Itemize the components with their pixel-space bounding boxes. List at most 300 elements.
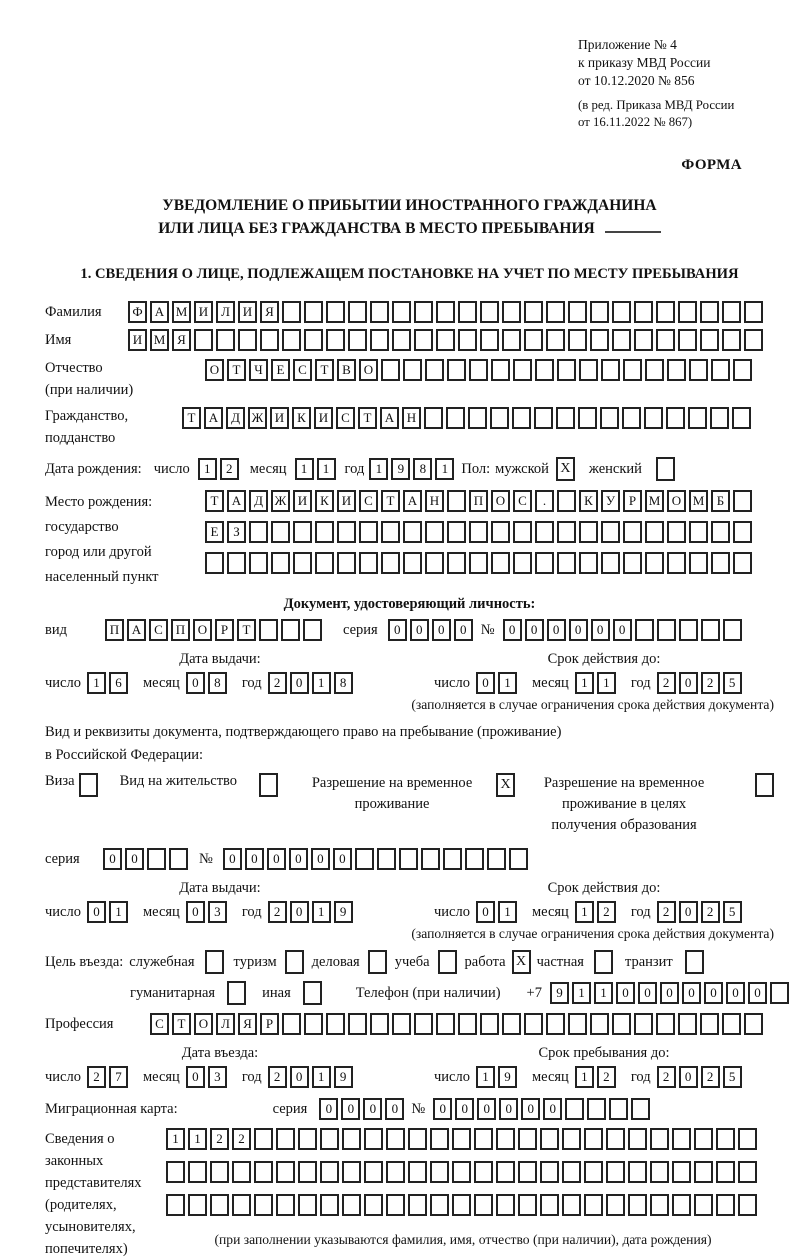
char-box: [490, 407, 509, 429]
char-box: [535, 521, 554, 543]
char-box: [694, 1194, 713, 1216]
char-box: [535, 552, 554, 574]
residence-number-boxes: [223, 848, 531, 870]
char-box: Р: [215, 619, 234, 641]
char-box: 1: [312, 901, 331, 923]
purpose-official-checkbox: [205, 950, 224, 974]
char-box: [386, 1161, 405, 1183]
char-box: 1: [166, 1128, 185, 1150]
char-box: [337, 521, 356, 543]
doc-series-label: серия: [343, 621, 378, 638]
migration-series-boxes: [319, 1098, 407, 1120]
char-box: Д: [249, 490, 268, 512]
char-box: [738, 1194, 757, 1216]
char-box: .: [535, 490, 554, 512]
char-box: [590, 1013, 609, 1035]
char-box: 2: [701, 672, 720, 694]
char-box: М: [150, 329, 169, 351]
char-box: 0: [290, 901, 309, 923]
char-box: 0: [525, 619, 544, 641]
representatives-note: (при заполнении указываются фамилия, имя, отчество (при наличии), дата рождения): [214, 1232, 712, 1247]
char-box: М: [645, 490, 664, 512]
char-box: [487, 848, 506, 870]
char-box: [386, 1194, 405, 1216]
birth-date-row: [45, 457, 774, 481]
char-box: [293, 521, 312, 543]
char-box: [188, 1161, 207, 1183]
char-box: [424, 407, 443, 429]
char-box: [678, 329, 697, 351]
char-box: [447, 359, 466, 381]
sex-male-checkbox: X: [556, 457, 575, 481]
birth-month-boxes: [295, 458, 339, 480]
char-box: [645, 521, 664, 543]
char-box: [447, 521, 466, 543]
char-box: 0: [333, 848, 352, 870]
char-box: [430, 1194, 449, 1216]
char-box: 0: [319, 1098, 338, 1120]
char-box: [513, 521, 532, 543]
char-box: [634, 1013, 653, 1035]
char-box: [540, 1128, 559, 1150]
char-box: [392, 301, 411, 323]
char-box: 2: [232, 1128, 251, 1150]
char-box: Т: [381, 490, 400, 512]
char-box: [282, 301, 301, 323]
char-box: [694, 1128, 713, 1150]
char-box: [342, 1194, 361, 1216]
char-box: А: [227, 490, 246, 512]
char-box: [480, 329, 499, 351]
char-box: Т: [358, 407, 377, 429]
char-box: 1: [575, 672, 594, 694]
form-title-line2: ИЛИ ЛИЦА БЕЗ ГРАЖДАНСТВА В МЕСТО ПРЕБЫВАНИЯ: [45, 217, 774, 240]
char-box: Р: [260, 1013, 279, 1035]
char-box: С: [359, 490, 378, 512]
purpose-tourism-label: туризм: [233, 953, 277, 970]
issue-day-boxes: [87, 672, 131, 694]
char-box: 0: [613, 619, 632, 641]
char-box: [320, 1128, 339, 1150]
header-line: к приказу МВД России: [578, 55, 711, 70]
char-box: [518, 1161, 537, 1183]
char-box: О: [359, 359, 378, 381]
char-box: [606, 1161, 625, 1183]
expiry-day-boxes: [476, 672, 520, 694]
expiry-year-boxes: [657, 672, 745, 694]
entry-caption: Дата въезда:: [181, 1045, 259, 1061]
char-box: И: [238, 301, 257, 323]
char-box: К: [292, 407, 311, 429]
header-line: от 16.11.2022 № 867): [578, 115, 693, 129]
char-box: 0: [363, 1098, 382, 1120]
char-box: [381, 521, 400, 543]
char-box: [304, 329, 323, 351]
char-box: [650, 1161, 669, 1183]
char-box: [436, 329, 455, 351]
char-box: [509, 848, 528, 870]
char-box: [587, 1098, 606, 1120]
char-box: 1: [575, 1066, 594, 1088]
purpose-work-label: работа: [464, 953, 506, 970]
char-box: А: [204, 407, 223, 429]
purpose-humanitarian-checkbox: [227, 981, 246, 1005]
char-box: [304, 301, 323, 323]
char-box: [425, 359, 444, 381]
birth-year-boxes: [369, 458, 457, 480]
char-box: 0: [682, 982, 701, 1004]
citizenship-row: [45, 405, 774, 449]
char-box: 3: [208, 901, 227, 923]
char-box: А: [403, 490, 422, 512]
char-box: 1: [188, 1128, 207, 1150]
char-box: Я: [260, 301, 279, 323]
patronymic-boxes: [205, 359, 755, 381]
char-box: И: [293, 490, 312, 512]
char-box: [623, 552, 642, 574]
char-box: И: [128, 329, 147, 351]
char-box: А: [380, 407, 399, 429]
char-box: [210, 1161, 229, 1183]
char-box: [447, 490, 466, 512]
char-box: 0: [385, 1098, 404, 1120]
residence-issue-day-boxes: [87, 901, 131, 923]
char-box: [678, 301, 697, 323]
citizenship-label: Гражданство, подданство: [45, 408, 129, 446]
char-box: [744, 301, 763, 323]
char-box: Е: [205, 521, 224, 543]
char-box: [446, 407, 465, 429]
char-box: [689, 521, 708, 543]
char-box: [392, 329, 411, 351]
char-box: [491, 359, 510, 381]
char-box: [370, 329, 389, 351]
stay-year-boxes: [657, 1066, 745, 1088]
month-label: месяц: [249, 460, 287, 477]
char-box: [513, 359, 532, 381]
char-box: [502, 329, 521, 351]
given-name-label: Имя: [45, 331, 72, 348]
residence-series-label: серия: [45, 850, 80, 867]
char-box: [623, 359, 642, 381]
issue-caption: Дата выдачи:: [179, 651, 261, 667]
char-box: [568, 301, 587, 323]
char-box: Л: [216, 1013, 235, 1035]
char-box: М: [172, 301, 191, 323]
char-box: 0: [726, 982, 745, 1004]
char-box: [370, 1013, 389, 1035]
expiry-date: число 0 1 месяц 1 1 год 2 0 2 5: [434, 672, 774, 694]
purpose-private-label: частная: [536, 953, 584, 970]
char-box: 0: [432, 619, 451, 641]
char-box: Ж: [271, 490, 290, 512]
char-box: [568, 329, 587, 351]
char-box: [512, 407, 531, 429]
temp-permit-label: Разрешение на временное проживание: [311, 775, 473, 812]
char-box: 0: [704, 982, 723, 1004]
char-box: [169, 848, 188, 870]
char-box: Р: [623, 490, 642, 512]
visa-checkbox: [79, 773, 98, 797]
char-box: [281, 619, 300, 641]
char-box: [672, 1161, 691, 1183]
char-box: [562, 1161, 581, 1183]
char-box: 9: [391, 458, 410, 480]
char-box: [666, 407, 685, 429]
char-box: 0: [679, 1066, 698, 1088]
char-box: [414, 301, 433, 323]
char-box: [469, 552, 488, 574]
given-name-boxes: [128, 329, 766, 351]
char-box: [700, 301, 719, 323]
char-box: [502, 301, 521, 323]
residence-permit-checkbox: [259, 773, 278, 797]
char-box: [342, 1128, 361, 1150]
profession-boxes: [150, 1013, 766, 1035]
blank-underline: [605, 219, 661, 233]
char-box: [650, 1194, 669, 1216]
residence-expiry-month-boxes: [575, 901, 619, 923]
char-box: [377, 848, 396, 870]
char-box: [656, 1013, 675, 1035]
char-box: [271, 552, 290, 574]
char-box: [465, 848, 484, 870]
char-box: 0: [223, 848, 242, 870]
sex-male-label: мужской: [495, 460, 549, 477]
char-box: [606, 1128, 625, 1150]
char-box: 2: [701, 901, 720, 923]
char-box: [403, 552, 422, 574]
char-box: [254, 1161, 273, 1183]
char-box: 2: [657, 901, 676, 923]
char-box: [623, 521, 642, 543]
char-box: О: [205, 359, 224, 381]
char-box: [716, 1128, 735, 1150]
purpose-business-checkbox: [368, 950, 387, 974]
residence-issue-caption: Дата выдачи:: [179, 880, 261, 896]
char-box: [355, 848, 374, 870]
char-box: [711, 359, 730, 381]
char-box: 0: [503, 619, 522, 641]
char-box: 2: [597, 901, 616, 923]
char-box: С: [293, 359, 312, 381]
char-box: [688, 407, 707, 429]
char-box: О: [193, 619, 212, 641]
forma-label: ФОРМА: [681, 157, 742, 173]
char-box: Т: [182, 407, 201, 429]
char-box: [689, 552, 708, 574]
char-box: 0: [245, 848, 264, 870]
char-box: [452, 1194, 471, 1216]
char-box: [474, 1128, 493, 1150]
migration-series-label: серия: [272, 1100, 308, 1117]
char-box: [645, 359, 664, 381]
char-box: [556, 407, 575, 429]
doc-number-label: №: [480, 621, 495, 638]
char-box: [147, 848, 166, 870]
char-box: [469, 359, 488, 381]
purpose-business-label: деловая: [311, 953, 360, 970]
char-box: [535, 359, 554, 381]
char-box: И: [314, 407, 333, 429]
surname-label: Фамилия: [45, 303, 102, 320]
visa-label: Виза: [45, 773, 75, 789]
char-box: 0: [289, 848, 308, 870]
char-box: [403, 521, 422, 543]
char-box: Д: [226, 407, 245, 429]
header-line: от 10.12.2020 № 856: [578, 73, 695, 88]
char-box: Т: [237, 619, 256, 641]
char-box: Т: [205, 490, 224, 512]
char-box: [469, 521, 488, 543]
char-box: [733, 359, 752, 381]
char-box: [635, 619, 654, 641]
char-box: [628, 1194, 647, 1216]
migration-card-label: Миграционная карта:: [45, 1100, 178, 1117]
char-box: Н: [402, 407, 421, 429]
surname-boxes: [128, 301, 766, 323]
residence-doc-dates: [45, 880, 774, 923]
char-box: [590, 301, 609, 323]
char-box: [452, 1161, 471, 1183]
representatives-label: Сведения о законных представителях (родителях, усыновителях, попечителях): [45, 1131, 142, 1257]
char-box: [584, 1161, 603, 1183]
char-box: 0: [455, 1098, 474, 1120]
residence-expiry-date: число 0 1 месяц 1 2 год 2 0 2 5: [434, 901, 774, 923]
char-box: [458, 329, 477, 351]
stay-caption: Срок пребывания до:: [538, 1045, 670, 1061]
entry-date: число 2 7 месяц 0 3 год 2 0 1 9: [45, 1066, 395, 1088]
char-box: [733, 521, 752, 543]
char-box: 1: [498, 901, 517, 923]
section1-heading: 1. СВЕДЕНИЯ О ЛИЦЕ, ПОДЛЕЖАЩЕМ ПОСТАНОВКЕ НА УЧЕТ ПО МЕСТУ ПРЕБЫВАНИЯ: [80, 266, 739, 282]
char-box: [546, 1013, 565, 1035]
surname-row: [45, 301, 774, 323]
birth-place-label: Место рождения: государство город или другой населенный пункт: [45, 494, 159, 585]
char-box: [722, 329, 741, 351]
residence-issue-date: число 0 1 месяц 0 3 год 2 0 1 9: [45, 901, 395, 923]
char-box: [622, 407, 641, 429]
document-header: [578, 36, 774, 131]
char-box: [667, 552, 686, 574]
char-box: И: [270, 407, 289, 429]
char-box: [399, 848, 418, 870]
char-box: [326, 329, 345, 351]
char-box: 1: [575, 901, 594, 923]
year-label: год: [344, 460, 365, 477]
char-box: 0: [103, 848, 122, 870]
char-box: [364, 1161, 383, 1183]
char-box: 0: [433, 1098, 452, 1120]
char-box: [436, 1013, 455, 1035]
char-box: [667, 359, 686, 381]
issue-date: число 1 6 месяц 0 8 год 2 0 1 8: [45, 672, 395, 694]
char-box: [480, 301, 499, 323]
char-box: [584, 1128, 603, 1150]
char-box: П: [105, 619, 124, 641]
migration-number-boxes: [433, 1098, 653, 1120]
char-box: [370, 301, 389, 323]
char-box: Я: [238, 1013, 257, 1035]
header-line: (в ред. Приказа МВД России: [578, 98, 735, 112]
char-box: [716, 1161, 735, 1183]
char-box: [631, 1098, 650, 1120]
char-box: 0: [660, 982, 679, 1004]
char-box: [612, 329, 631, 351]
char-box: [436, 301, 455, 323]
char-box: П: [171, 619, 190, 641]
char-box: [408, 1161, 427, 1183]
residence-doc-series-row: [45, 848, 774, 870]
char-box: [276, 1161, 295, 1183]
char-box: [609, 1098, 628, 1120]
char-box: [716, 1194, 735, 1216]
char-box: [578, 407, 597, 429]
identity-doc-dates: [45, 651, 774, 694]
char-box: [468, 407, 487, 429]
char-box: Т: [227, 359, 246, 381]
char-box: 1: [312, 672, 331, 694]
char-box: 8: [208, 672, 227, 694]
char-box: [738, 1161, 757, 1183]
char-box: 6: [109, 672, 128, 694]
char-box: [600, 407, 619, 429]
char-box: Т: [172, 1013, 191, 1035]
birth-place-row2: [205, 521, 755, 543]
char-box: [562, 1128, 581, 1150]
char-box: [524, 301, 543, 323]
char-box: Е: [271, 359, 290, 381]
char-box: [667, 521, 686, 543]
representatives-block: [45, 1128, 774, 1260]
char-box: [502, 1013, 521, 1035]
char-box: [238, 329, 257, 351]
identity-doc-heading: Документ, удостоверяющий личность:: [283, 596, 536, 612]
char-box: 3: [208, 1066, 227, 1088]
issue-year-boxes: [268, 672, 356, 694]
char-box: О: [194, 1013, 213, 1035]
char-box: [565, 1098, 584, 1120]
char-box: [348, 1013, 367, 1035]
residence-issue-year-boxes: [268, 901, 356, 923]
char-box: [601, 552, 620, 574]
char-box: 1: [317, 458, 336, 480]
char-box: [546, 329, 565, 351]
char-box: 0: [679, 672, 698, 694]
char-box: 2: [701, 1066, 720, 1088]
char-box: [518, 1194, 537, 1216]
char-box: [738, 1128, 757, 1150]
char-box: [557, 359, 576, 381]
char-box: [254, 1194, 273, 1216]
char-box: [408, 1128, 427, 1150]
char-box: 2: [657, 672, 676, 694]
char-box: 1: [109, 901, 128, 923]
char-box: Ж: [248, 407, 267, 429]
char-box: 0: [311, 848, 330, 870]
char-box: [711, 521, 730, 543]
char-box: [474, 1161, 493, 1183]
char-box: 0: [186, 672, 205, 694]
char-box: [584, 1194, 603, 1216]
char-box: У: [601, 490, 620, 512]
char-box: 5: [723, 901, 742, 923]
char-box: [524, 1013, 543, 1035]
char-box: [430, 1128, 449, 1150]
residence-issue-month-boxes: [186, 901, 230, 923]
doc-kind-boxes: [105, 619, 325, 641]
char-box: [657, 619, 676, 641]
